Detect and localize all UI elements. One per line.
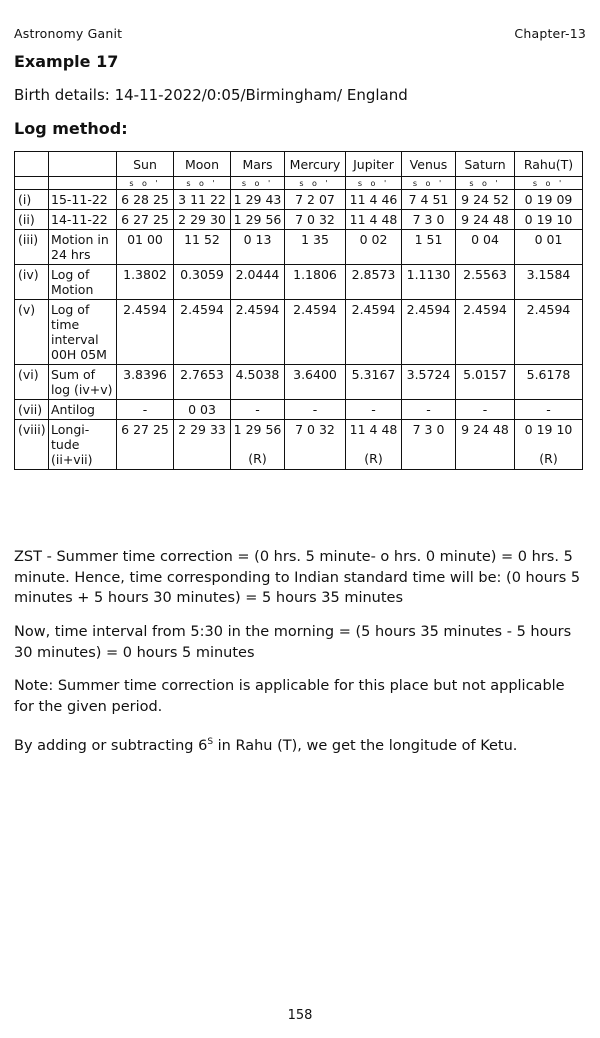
value-cell (231, 210, 285, 230)
page-number: 158 (287, 1008, 313, 1023)
value-cell (174, 300, 231, 365)
empty-header-cell (49, 152, 117, 177)
value-cell (231, 420, 285, 470)
value-cell (285, 210, 346, 230)
value-cell (346, 365, 402, 400)
value-cell (515, 265, 583, 300)
unit-cell: s o ' (346, 177, 402, 190)
method-title: Log method: (14, 119, 128, 138)
value-cell (346, 210, 402, 230)
retrograde-mark: (R) (539, 451, 558, 466)
cell-value: 0 03 (188, 402, 216, 417)
cell-value: 3.1584 (526, 267, 571, 282)
retrograde-mark: (R) (364, 451, 383, 466)
row-number: (ii) (15, 210, 49, 230)
table-row (15, 265, 583, 300)
value-cell (515, 365, 583, 400)
signs-superscript: S (207, 737, 214, 747)
cell-value: 2.5563 (463, 267, 507, 282)
cell-value: 0 01 (534, 232, 563, 247)
value-cell (285, 265, 346, 300)
value-cell (231, 190, 285, 210)
cell-value: 0 19 10 (524, 212, 573, 227)
value-cell (117, 190, 174, 210)
cell-value: 0 19 10 (524, 422, 573, 437)
row-number: (vi) (15, 365, 49, 400)
cell-value: 2.8573 (351, 267, 396, 282)
ketu-text-end: in Rahu (T), we get the longitude of Ketu. (213, 737, 518, 754)
column-header: Venus (402, 152, 456, 177)
empty-header-cell (15, 152, 49, 177)
value-cell (174, 420, 231, 470)
value-cell (456, 365, 515, 400)
column-header: Rahu(T) (515, 152, 583, 177)
unit-cell: s o ' (231, 177, 285, 190)
cell-value: - (312, 402, 318, 417)
column-header: Sun (117, 152, 174, 177)
value-cell (174, 210, 231, 230)
value-cell (117, 420, 174, 470)
cell-value: 0 04 (471, 232, 499, 247)
value-cell (117, 265, 174, 300)
value-cell (456, 190, 515, 210)
value-cell (402, 420, 456, 470)
cell-value: 11 4 48 (349, 422, 398, 437)
value-cell (117, 400, 174, 420)
table-row (15, 400, 583, 420)
cell-value: 7 3 0 (412, 212, 445, 227)
cell-value: 11 4 46 (349, 192, 398, 207)
row-label: Log of time interval 00H 05M (49, 300, 117, 365)
cell-value: 7 4 51 (408, 192, 449, 207)
value-cell (346, 190, 402, 210)
column-header: Jupiter (346, 152, 402, 177)
cell-value: 6 27 25 (121, 422, 169, 437)
column-header: Mars (231, 152, 285, 177)
value-cell (117, 300, 174, 365)
cell-value: - (255, 402, 260, 417)
value-cell (231, 230, 285, 265)
value-cell (456, 300, 515, 365)
cell-value: 11 4 48 (349, 212, 398, 227)
cell-value: 2.4594 (235, 302, 280, 317)
cell-value: 1 51 (414, 232, 443, 247)
cell-value: 01 00 (127, 232, 163, 247)
cell-value: 2.0444 (235, 267, 280, 282)
running-header (14, 26, 586, 41)
cell-value: 9 24 48 (461, 422, 509, 437)
value-cell (402, 190, 456, 210)
row-number: (v) (15, 300, 49, 365)
unit-cell: s o ' (174, 177, 231, 190)
table-row (15, 190, 583, 210)
value-cell (456, 230, 515, 265)
value-cell (174, 230, 231, 265)
retrograde-mark: (R) (248, 451, 267, 466)
value-cell (285, 300, 346, 365)
row-label: 14-11-22 (49, 210, 117, 230)
value-cell (402, 400, 456, 420)
cell-value: - (426, 402, 431, 417)
cell-value: 0 19 09 (524, 192, 573, 207)
cell-value: 2 29 30 (178, 212, 226, 227)
cell-value: 9 24 48 (461, 212, 509, 227)
value-cell (515, 400, 583, 420)
column-header: Saturn (456, 152, 515, 177)
row-number: (i) (15, 190, 49, 210)
cell-value: 2.4594 (463, 302, 507, 317)
unit-cell: s o ' (285, 177, 346, 190)
chapter-label: Chapter-13 (514, 26, 586, 41)
cell-value: - (142, 402, 148, 417)
note-paragraph: Note: Summer time correction is applicable for this place but not applicable for the given period. (14, 678, 565, 715)
value-cell (456, 210, 515, 230)
value-cell (231, 300, 285, 365)
row-label: Sum of log (iv+v) (49, 365, 117, 400)
cell-value: 2.4594 (123, 302, 167, 317)
book-title: Astronomy Ganit (14, 26, 123, 41)
unit-cell: s o ' (456, 177, 515, 190)
time-interval-paragraph: Now, time interval from 5:30 in the morning = (5 hours 35 minutes - 5 hours 30 minutes) = 0 hours 5 minutes (14, 624, 572, 661)
unit-cell: s o ' (402, 177, 456, 190)
value-cell (174, 365, 231, 400)
cell-value: 1.3802 (123, 267, 167, 282)
cell-value: 7 2 07 (295, 192, 335, 207)
cell-value: 3.5724 (406, 367, 451, 382)
cell-value: 11 52 (184, 232, 220, 247)
cell-value: 2.4594 (180, 302, 224, 317)
table-row (15, 300, 583, 365)
value-cell (117, 210, 174, 230)
row-number: (viii) (15, 420, 49, 470)
cell-value: 1 35 (301, 232, 329, 247)
cell-value: 0 02 (359, 232, 388, 247)
cell-value: 2.4594 (293, 302, 337, 317)
value-cell (402, 210, 456, 230)
column-header: Mercury (285, 152, 346, 177)
value-cell (174, 265, 231, 300)
ketu-text-start: By adding or subtracting 6 (14, 737, 208, 754)
cell-value: 7 0 32 (295, 422, 335, 437)
value-cell (402, 300, 456, 365)
empty-unit-cell (15, 177, 49, 190)
value-cell (515, 230, 583, 265)
units-row (15, 177, 583, 190)
value-cell (515, 190, 583, 210)
cell-value: 1.1130 (406, 267, 451, 282)
row-label: Longi-tude (ii+vii) (49, 420, 117, 470)
unit-cell: s o ' (117, 177, 174, 190)
cell-value: - (482, 402, 488, 417)
table-row (15, 420, 583, 470)
value-cell (174, 400, 231, 420)
cell-value: 4.5038 (235, 367, 280, 382)
value-cell (174, 190, 231, 210)
value-cell (515, 300, 583, 365)
value-cell (515, 210, 583, 230)
cell-value: 7 3 0 (412, 422, 445, 437)
value-cell (402, 230, 456, 265)
cell-value: - (371, 402, 376, 417)
value-cell (515, 420, 583, 470)
cell-value: 9 24 52 (461, 192, 509, 207)
row-label: Log of Motion (49, 265, 117, 300)
value-cell (285, 420, 346, 470)
table-row (15, 230, 583, 265)
table-row (15, 365, 583, 400)
cell-value: 1.1806 (293, 267, 337, 282)
cell-value: 2.4594 (406, 302, 451, 317)
cell-value: 0 13 (243, 232, 272, 247)
value-cell (285, 365, 346, 400)
row-number: (vii) (15, 400, 49, 420)
value-cell (285, 190, 346, 210)
value-cell (346, 420, 402, 470)
table-body (15, 177, 583, 470)
value-cell (117, 230, 174, 265)
value-cell (231, 265, 285, 300)
value-cell (456, 400, 515, 420)
cell-value: 6 28 25 (121, 192, 169, 207)
value-cell (346, 300, 402, 365)
cell-value: 3.8396 (123, 367, 167, 382)
cell-value: 2.4594 (526, 302, 571, 317)
cell-value: 2 29 33 (178, 422, 226, 437)
value-cell (285, 230, 346, 265)
cell-value: 1 29 43 (233, 192, 282, 207)
value-cell (231, 400, 285, 420)
value-cell (346, 265, 402, 300)
planet-longitude-table (14, 151, 583, 470)
value-cell (456, 420, 515, 470)
ketu-paragraph (14, 732, 586, 756)
cell-value: 2.7653 (180, 367, 224, 382)
value-cell (346, 400, 402, 420)
table-header-row (15, 152, 583, 177)
cell-value: 1 29 56 (233, 422, 282, 437)
example-title: Example 17 (14, 52, 119, 71)
row-label: Antilog (49, 400, 117, 420)
zst-paragraph: ZST - Summer time correction = (0 hrs. 5 minute- o hrs. 0 minute) = 0 hrs. 5 minute. Hence, time corresponding to Indian standard time will be: (0 hours 5 minutes + 5 hours 30 minutes) = 5 hours 35 minutes (14, 549, 581, 606)
row-label: Motion in 24 hrs (49, 230, 117, 265)
cell-value: 5.6178 (526, 367, 571, 382)
row-label: 15-11-22 (49, 190, 117, 210)
cell-value: 3.6400 (293, 367, 337, 382)
value-cell (285, 400, 346, 420)
column-header: Moon (174, 152, 231, 177)
empty-unit-cell (49, 177, 117, 190)
cell-value: - (546, 402, 551, 417)
value-cell (402, 365, 456, 400)
value-cell (402, 265, 456, 300)
row-number: (iii) (15, 230, 49, 265)
cell-value: 6 27 25 (121, 212, 169, 227)
cell-value: 3 11 22 (178, 192, 226, 207)
unit-cell: s o ' (515, 177, 583, 190)
cell-value: 5.3167 (351, 367, 396, 382)
value-cell (117, 365, 174, 400)
cell-value: 1 29 56 (233, 212, 282, 227)
value-cell (456, 265, 515, 300)
row-number: (iv) (15, 265, 49, 300)
cell-value: 2.4594 (351, 302, 396, 317)
value-cell (346, 230, 402, 265)
table-row (15, 210, 583, 230)
cell-value: 7 0 32 (295, 212, 335, 227)
cell-value: 5.0157 (463, 367, 507, 382)
cell-value: 0.3059 (180, 267, 224, 282)
birth-details: Birth details: 14-11-2022/0:05/Birmingham/ England (14, 86, 408, 104)
value-cell (231, 365, 285, 400)
